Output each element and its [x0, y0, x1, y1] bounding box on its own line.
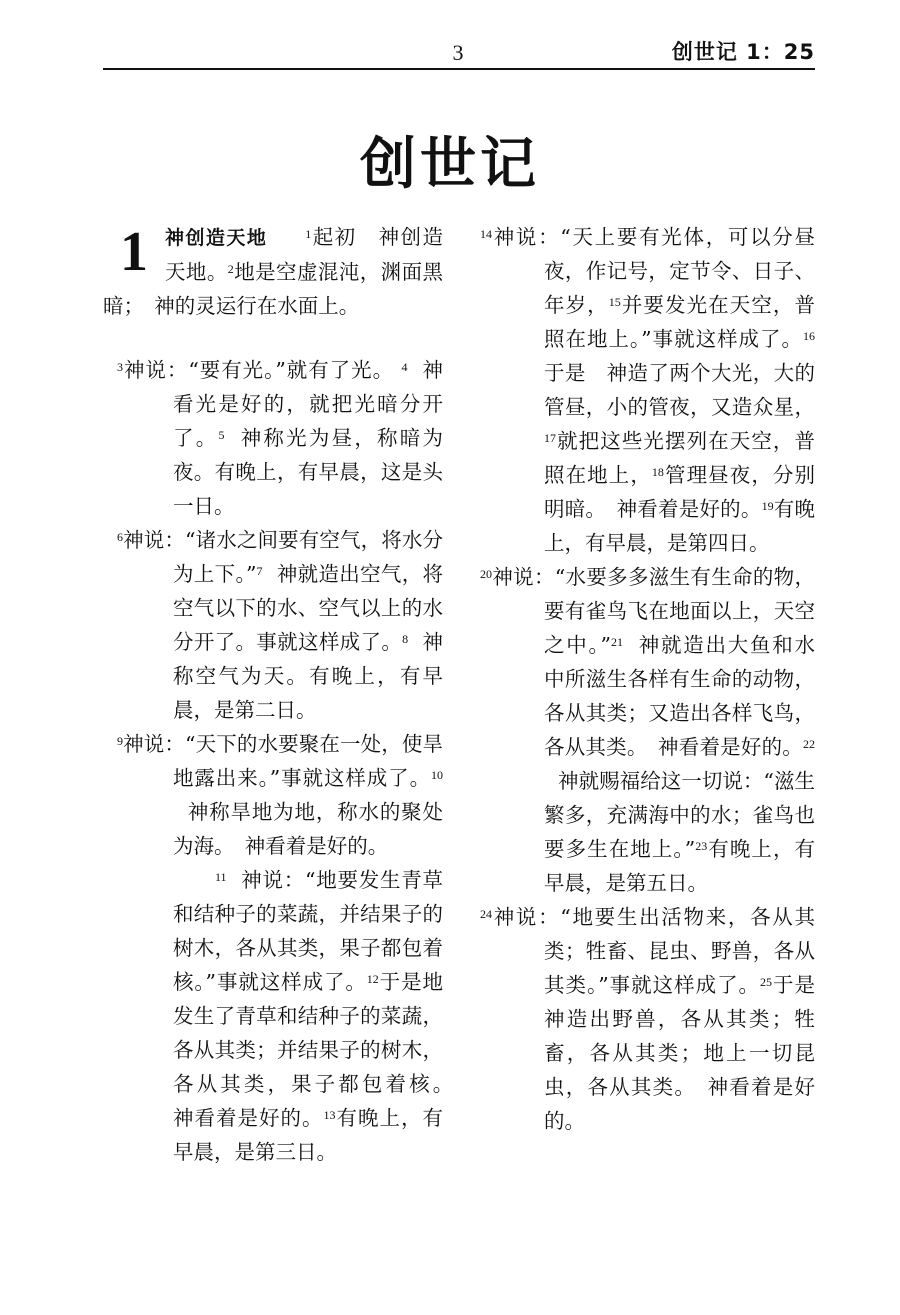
- verse-text: 神看光是好的，就把光暗分开了。: [173, 358, 444, 450]
- verse-text: 神称光为昼，称暗为夜。有晚上，有早晨，这是头一日。: [173, 426, 444, 518]
- verse-text: 神就造出空气，将空气以下的水、空气以上的水分开了。事就这样成了。: [173, 562, 444, 654]
- book-title: 创世记: [360, 131, 540, 197]
- verse-text: 管理昼夜，分别明暗。 神看着是好的。: [544, 463, 816, 521]
- verse-number: 5: [218, 428, 225, 442]
- verse-number: 4: [401, 360, 408, 374]
- verse-text: 神说：“诸水之间要有空气，将水分为上下。”: [123, 528, 443, 586]
- verse-text: 于是 神造了两个大光，大的管昼，小的管夜，又造众星，: [544, 361, 815, 419]
- verse-text: 神说：“地要生出活物来，各从其类；牲畜、昆虫、野兽，各从其类。”事就这样成了。: [492, 905, 815, 997]
- paragraph: [480, 900, 836, 1138]
- verse-number: 11: [215, 870, 227, 884]
- paragraph: [103, 353, 443, 523]
- verse-text: 神说：“水要多多滋生有生命的物，要有雀鸟飞在地面以上，天空之中。”: [492, 565, 815, 657]
- verse-text: 并要发光在天空，普照在地上。”事就这样成了。: [544, 293, 815, 351]
- section-heading: 神创造天地: [165, 227, 268, 249]
- verse-text: 于是 神造出野兽，各从其类；牲畜，各从其类；地上一切昆虫，各从其类。 神看着是好的。: [544, 973, 836, 1133]
- left-column: [103, 220, 464, 1169]
- verse-number: 12: [366, 972, 379, 986]
- verse-text: 神说：“天下的水要聚在一处，使旱地露出来。”事就这样成了。: [123, 732, 443, 790]
- paragraph: [480, 220, 815, 560]
- page-header: [103, 34, 815, 70]
- verse-text: 有晚上，有早晨，是第三日。: [173, 1106, 443, 1164]
- verse-number: 17: [544, 431, 556, 445]
- verse-text: 神称空气为天。有晚上，有早晨，是第二日。: [173, 630, 444, 722]
- verse-text: 神就赐福给这一切说：“滋生繁多，充满海中的水；雀鸟也要多生在地上。”: [544, 769, 815, 861]
- verse-number: 2: [227, 262, 234, 276]
- paragraph: [103, 727, 443, 863]
- verse-number: 1: [305, 227, 312, 241]
- verse-number: 8: [402, 632, 409, 646]
- verse-text: 于是地发生了青草和结种子的菜蔬，各从其类；并结果子的树木，各从其类，果子都包着核。 神看着是好的。: [173, 970, 464, 1130]
- verse-text: 就把这些光摆列在天空，普照在地上，: [544, 429, 815, 487]
- verse-number: 19: [761, 499, 774, 513]
- verse-number: 21: [610, 635, 623, 649]
- verse-number: 25: [760, 975, 773, 989]
- verse-number: 20: [480, 567, 492, 581]
- chapter-intro: [103, 220, 443, 323]
- verse-text: 有晚上，有早晨，是第四日。: [544, 497, 816, 555]
- verse-number: 13: [323, 1108, 336, 1122]
- verse-number: 6: [117, 530, 123, 544]
- verse-number: 16: [803, 329, 815, 343]
- verse-number: 15: [608, 295, 621, 309]
- verse-number: 3: [117, 360, 123, 374]
- verse-text: 有晚上，有早晨，是第五日。: [544, 837, 816, 895]
- verse-text: 地是空虚混沌，渊面黑暗； 神的灵运行在水面上。: [103, 260, 444, 318]
- verse-text: 神说：“要有光。”就有了光。: [123, 358, 395, 382]
- verse-number: 7: [256, 564, 263, 578]
- page-number: 3: [452, 40, 464, 65]
- paragraph: [103, 863, 464, 1169]
- verse-text: 神称旱地为地，称水的聚处为海。 神看着是好的。: [173, 800, 443, 858]
- verse-number: 22: [803, 737, 815, 751]
- verse-text: 神说：“地要发生青草和结种子的菜蔬，并结果子的树木，各从其类，果子都包着核。”事就这样成了。: [173, 868, 443, 994]
- verse-text: 神说：“天上要有光体，可以分昼夜，作记号，定节令、日子、年岁，: [492, 225, 815, 317]
- chapter-number: 1: [120, 221, 148, 283]
- verse-text: 起初 神创造天地。: [165, 225, 443, 284]
- verse-number: 23: [695, 839, 708, 853]
- verse-number: 24: [480, 907, 492, 921]
- verse-number: 18: [651, 465, 664, 479]
- verse-number: 9: [117, 734, 123, 748]
- verse-text: 神就造出大鱼和水中所滋生各样有生命的动物，各从其类；又造出各样飞鸟，各从其类。 神看着是好的。: [544, 633, 815, 759]
- running-head: 创世记 1：25: [671, 40, 815, 64]
- paragraph: [103, 523, 443, 727]
- verse-number: 10: [431, 768, 443, 782]
- verse-number: 14: [480, 227, 492, 241]
- paragraph: [480, 560, 815, 900]
- right-column: [480, 220, 836, 1138]
